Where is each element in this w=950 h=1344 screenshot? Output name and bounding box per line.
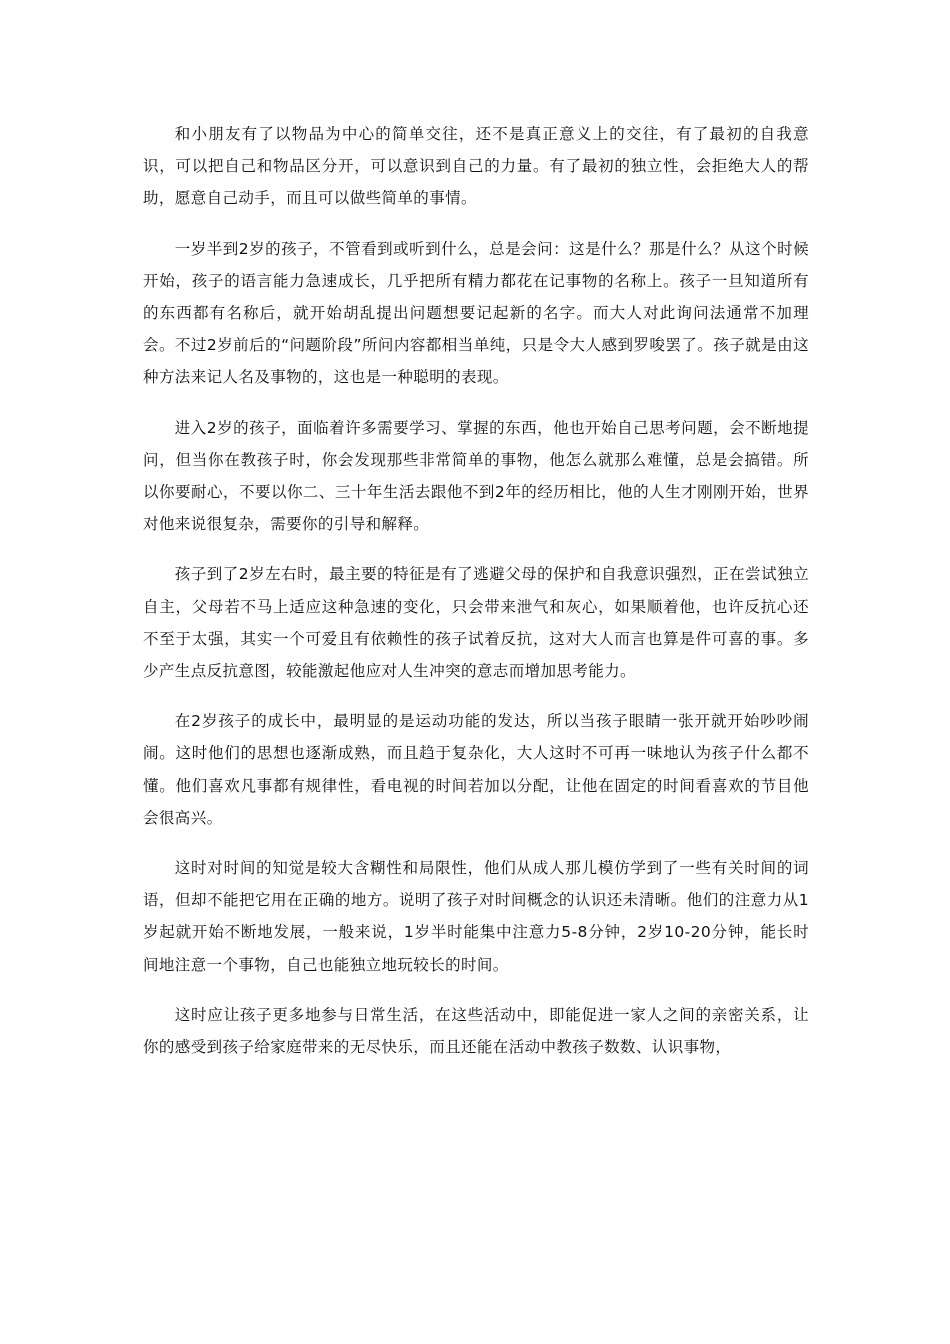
paragraph-1: 和小朋友有了以物品为中心的简单交往，还不是真正意义上的交往，有了最初的自我意识，可以把自己和物品区分开，可以意识到自己的力量。有了最初的独立性，会拒绝大人的帮助，愿意自己动手，而且可以做些简单的事情。 (143, 125, 809, 208)
paragraph-2: 一岁半到2岁的孩子，不管看到或听到什么，总是会问：这是什么？那是什么？从这个时候开始，孩子的语言能力急速成长，几乎把所有精力都花在记事物的名称上。孩子一旦知道所有的东西都有名称后，就开始胡乱提出问题想要记起新的名字。而大人对此询问法通常不加理会。不过2岁前后的“问题阶段”所问内容都相当单纯，只是令大人感到罗唆罢了。孩子就是由这种方法来记人名及事物的，这也是一种聪明的表现。 (143, 239, 809, 387)
paragraph-6: 这时对时间的知觉是较大含糊性和局限性，他们从成人那儿模仿学到了一些有关时间的词语，但却不能把它用在正确的地方。说明了孩子对时间概念的认识还未清晰。他们的注意力从1岁起就开始不断地发展，一般来说，1岁半时能集中注意力5-8分钟，2岁10-20分钟，能长时间地注意一个事物，自己也能独立地玩较长的时间。 (143, 859, 809, 974)
paragraph-5: 在2岁孩子的成长中，最明显的是运动功能的发达，所以当孩子眼睛一张开就开始吵吵闹闹。这时他们的思想也逐渐成熟，而且趋于复杂化，大人这时不可再一味地认为孩子什么都不懂。他们喜欢凡事都有规律性，看电视的时间若加以分配，让他在固定的时间看喜欢的节目他会很高兴。 (143, 712, 809, 827)
paragraph-7: 这时应让孩子更多地参与日常生活，在这些活动中，即能促进一家人之间的亲密关系，让你的感受到孩子给家庭带来的无尽快乐，而且还能在活动中教孩子数数、认识事物， (143, 1005, 809, 1057)
paragraph-4: 孩子到了2岁左右时，最主要的特征是有了逃避父母的保护和自我意识强烈，正在尝试独立自主，父母若不马上适应这种急速的变化，只会带来泄气和灰心，如果顺着他，也许反抗心还不至于太强，其实一个可爱且有依赖性的孩子试着反抗，这对大人而言也算是件可喜的事。多少产生点反抗意图，较能激起他应对人生冲突的意志而增加思考能力。 (143, 565, 809, 681)
document-body (143, 118, 809, 1081)
paragraph-3: 进入2岁的孩子，面临着许多需要学习、掌握的东西，他也开始自己思考问题，会不断地提问，但当你在教孩子时，你会发现那些非常简单的事物，他怎么就那么难懂，总是会搞错。所以你要耐心，不要以你二、三十年生活去跟他不到2年的经历相比，他的人生才刚刚开始，世界对他来说很复杂，需要你的引导和解释。 (143, 418, 809, 534)
